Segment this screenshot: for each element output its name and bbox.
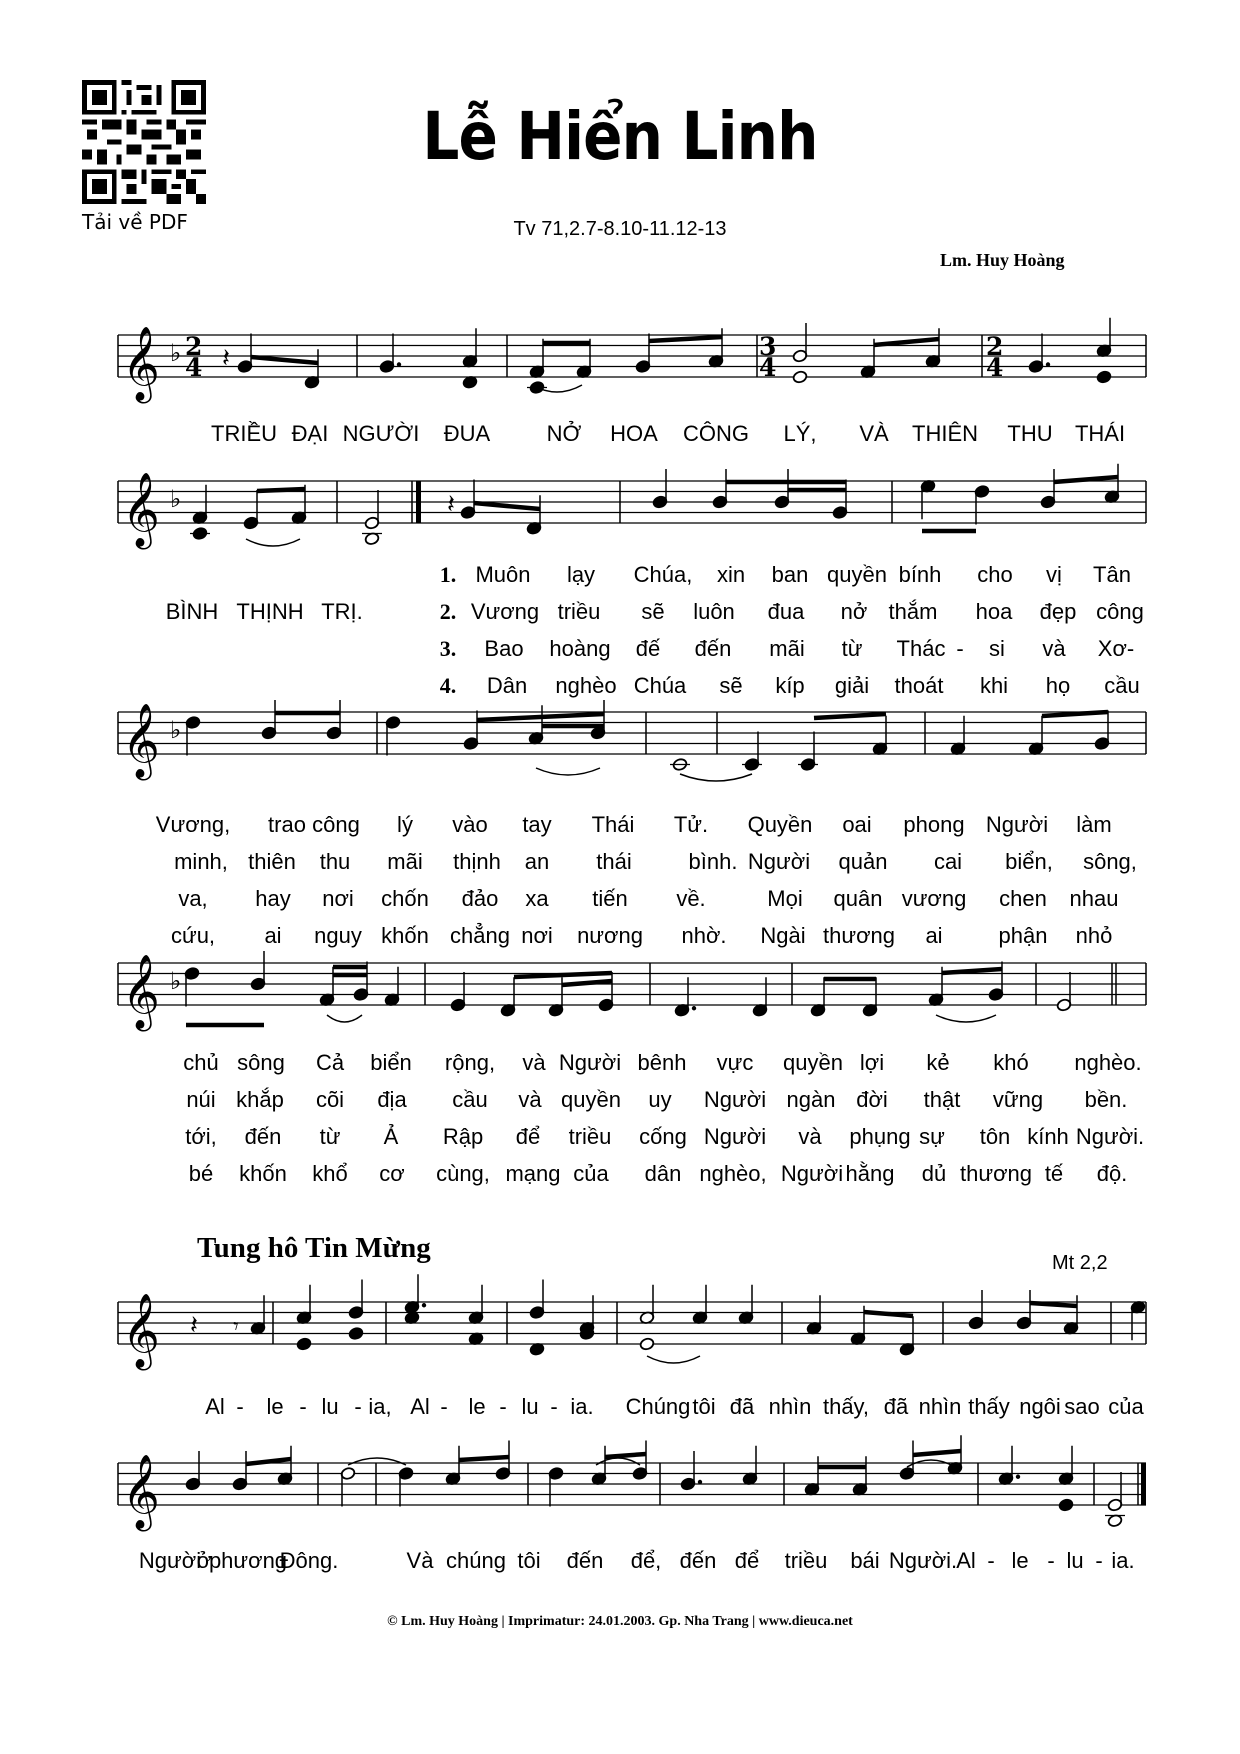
lyric-syllable: - xyxy=(354,1394,362,1419)
lyric-syllable: kíp xyxy=(775,673,805,698)
note-dot xyxy=(692,1006,696,1010)
note-beam xyxy=(477,714,604,720)
note-dot xyxy=(1016,1475,1020,1479)
lyric-syllable: chẳng xyxy=(450,923,510,948)
lyric-syllable: Thác xyxy=(896,636,946,661)
lyric-syllable: rộng, xyxy=(444,1050,496,1075)
lyric-syllable: mãi xyxy=(769,636,805,661)
eighth-rest-icon: 𝄾 xyxy=(233,1314,239,1340)
lyric-syllable: cống xyxy=(639,1124,687,1149)
lyric-syllable: quản xyxy=(838,849,888,874)
lyric-syllable: Vương xyxy=(470,599,540,624)
slur xyxy=(536,768,600,775)
lyric-syllable: kính xyxy=(1027,1124,1069,1149)
lyric-syllable: kẻ xyxy=(926,1050,950,1075)
lyric-syllable: khốn xyxy=(381,923,429,948)
lyric-syllable: của xyxy=(573,1161,609,1186)
lyric-syllable: nhìn xyxy=(768,1394,812,1419)
lyric-syllable: ngôi xyxy=(1019,1394,1061,1419)
treble-clef-icon: 𝄞 xyxy=(122,955,160,1029)
lyric-syllable: Người xyxy=(703,1124,767,1149)
time-signature-top: 2 xyxy=(185,332,203,361)
note-dot xyxy=(1046,362,1050,366)
song-title: Lễ Hiển Linh xyxy=(422,98,818,175)
lyric-syllable: hay xyxy=(255,886,291,911)
lyric-syllable: mạng xyxy=(505,1161,561,1186)
note-beam xyxy=(257,489,305,491)
lyric-syllable: khắp xyxy=(236,1087,284,1112)
lyric-syllable: luôn xyxy=(693,599,735,624)
lyric-syllable: Đông. xyxy=(279,1548,339,1573)
lyric-syllable: và xyxy=(798,1124,822,1149)
lyric-syllable: bái xyxy=(850,1548,880,1573)
lyric-syllable: Tử. xyxy=(673,812,709,837)
lyric-syllable: HOA xyxy=(610,421,658,446)
lyric-syllable: khi xyxy=(979,673,1009,698)
lyric-syllable: an xyxy=(524,849,550,874)
lyric-syllable: thịnh xyxy=(453,849,501,874)
lyric-syllable: tôi xyxy=(517,1548,541,1573)
lyric-syllable: nghèo, xyxy=(699,1161,767,1186)
note-beam xyxy=(1030,1303,1077,1306)
lyric-syllable: THIÊN xyxy=(912,421,978,446)
lyric-syllable: đã xyxy=(883,1394,909,1419)
verse-number: 3. xyxy=(439,636,457,661)
lyric-syllable: tôi xyxy=(692,1394,716,1419)
note-beam xyxy=(942,969,1002,973)
slur xyxy=(680,774,752,781)
lyric-syllable: sẽ xyxy=(719,673,743,698)
lyric-syllable: thương xyxy=(823,923,895,948)
lyric-syllable: nở xyxy=(840,599,868,624)
lyric-syllable: biển, xyxy=(1005,849,1053,874)
lyric-syllable: lợi xyxy=(859,1050,885,1075)
lyric-syllable: bính xyxy=(898,562,942,587)
note-head xyxy=(296,1337,312,1351)
lyric-syllable: - xyxy=(956,636,964,661)
note-dot xyxy=(397,362,401,366)
note-beam xyxy=(814,714,886,718)
lyric-syllable: Người. xyxy=(888,1548,958,1573)
lyric-syllable: công xyxy=(1096,599,1144,624)
lyric-syllable: Mọi xyxy=(767,886,803,911)
lyric-syllable: phụng xyxy=(849,1124,911,1149)
note-beam xyxy=(874,339,939,345)
acclamation-title: Tung hô Tin Mừng xyxy=(197,1232,431,1264)
lyric-syllable: tiến xyxy=(592,886,628,911)
lyric-syllable: đế xyxy=(635,636,661,661)
lyric-syllable: và xyxy=(522,1050,546,1075)
lyric-syllable: thái xyxy=(596,849,632,874)
lyric-syllable: xa xyxy=(525,886,549,911)
lyric-syllable: đẹp xyxy=(1039,599,1077,624)
lyric-syllable: Chúa, xyxy=(633,562,693,587)
lyric-syllable: cứu, xyxy=(170,923,216,948)
lyric-syllable: THÁI xyxy=(1074,421,1126,446)
treble-clef-icon: 𝄞 xyxy=(122,704,160,778)
quarter-rest-icon: 𝄽 xyxy=(447,489,455,520)
lyric-syllable: núi xyxy=(186,1087,216,1112)
lyric-syllable: và xyxy=(1042,636,1066,661)
lyric-syllable: cùng, xyxy=(436,1161,490,1186)
slur xyxy=(596,1458,640,1465)
lyric-syllable: phương xyxy=(208,1548,288,1573)
time-signature-bottom: 4 xyxy=(759,353,777,382)
lyric-syllable: THU xyxy=(1007,421,1053,446)
lyric-syllable: hoa xyxy=(975,599,1013,624)
time-signature-top: 2 xyxy=(986,332,1004,361)
note-beam xyxy=(649,337,722,341)
lyric-syllable: nhờ. xyxy=(681,923,727,948)
lyric-syllable: đến xyxy=(566,1548,604,1573)
lyric-syllable: sao xyxy=(1064,1394,1100,1419)
lyric-syllable: nơi xyxy=(322,886,354,911)
footer-copyright: © Lm. Huy Hoàng | Imprimatur: 24.01.2003. Gp. Nha Trang | www.dieuca.net xyxy=(387,1614,853,1629)
flat-key-signature-icon: ♭ xyxy=(170,967,182,995)
lyric-syllable: Cả xyxy=(315,1050,345,1075)
lyric-syllable: THỊNH xyxy=(236,599,304,624)
lyric-syllable: ia. xyxy=(570,1394,594,1419)
lyric-syllable: Chúa xyxy=(633,673,687,698)
lyric-syllable: dủ xyxy=(921,1161,947,1186)
lyric-syllable: công xyxy=(312,812,360,837)
note-head xyxy=(348,1327,364,1341)
lyric-syllable: le xyxy=(1011,1548,1029,1573)
lyric-syllable: triều xyxy=(568,1124,612,1149)
slur xyxy=(936,1015,996,1022)
lyric-syllable: - xyxy=(987,1548,995,1573)
lyric-syllable: ĐẠI xyxy=(291,421,329,446)
quarter-rest-icon: 𝄽 xyxy=(222,343,230,374)
lyric-syllable: NỞ xyxy=(546,421,582,446)
lyric-syllable: vào xyxy=(452,812,488,837)
flat-key-signature-icon: ♭ xyxy=(170,339,182,367)
lyric-syllable: triều xyxy=(557,599,601,624)
lyric-syllable: - xyxy=(1047,1548,1055,1573)
treble-clef-icon: 𝄞 xyxy=(122,1294,160,1368)
note-beam xyxy=(251,357,318,363)
lyric-syllable: Vương, xyxy=(155,812,231,837)
time-signature-bottom: 4 xyxy=(986,353,1004,382)
lyric-syllable: ban xyxy=(771,562,809,587)
lyric-syllable: đến xyxy=(244,1124,282,1149)
slur xyxy=(327,1015,362,1022)
lyric-syllable: xin xyxy=(716,562,746,587)
lyric-syllable: vương xyxy=(901,886,967,911)
lyric-syllable: sông xyxy=(237,1050,285,1075)
final-double-barline xyxy=(1141,1463,1146,1505)
lyric-syllable: CÔNG xyxy=(683,421,749,446)
lyric-syllable: thoát xyxy=(894,673,944,698)
time-signature-top: 3 xyxy=(759,332,777,361)
lyric-syllable: Người xyxy=(138,1548,202,1573)
treble-clef-icon: 𝄞 xyxy=(122,327,160,401)
lyric-syllable: lu xyxy=(521,1394,539,1419)
note-dot xyxy=(698,1480,702,1484)
flat-key-signature-icon: ♭ xyxy=(170,716,182,744)
slur xyxy=(348,1458,406,1465)
lyric-syllable: thiên xyxy=(248,849,296,874)
lyric-syllable: Ngài xyxy=(760,923,806,948)
treble-clef-icon: 𝄞 xyxy=(122,473,160,547)
lyric-syllable: nhỏ xyxy=(1075,923,1113,948)
verse-number: 4. xyxy=(439,673,457,698)
lyric-syllable: nương xyxy=(577,923,643,948)
lyric-syllable: nơi xyxy=(521,923,553,948)
lyric-syllable: mãi xyxy=(387,849,423,874)
lyric-syllable: bền. xyxy=(1084,1087,1128,1112)
slur xyxy=(246,539,300,546)
lyric-syllable: Ả xyxy=(383,1124,399,1149)
lyric-syllable: để xyxy=(515,1124,541,1149)
lyric-syllable: từ xyxy=(841,636,863,661)
lyric-syllable: cai xyxy=(933,849,963,874)
verse-number: 2. xyxy=(439,599,457,624)
lyric-syllable: họ xyxy=(1045,673,1071,698)
lyric-syllable: khó xyxy=(993,1050,1029,1075)
time-signature-bottom: 4 xyxy=(185,353,203,382)
lyric-syllable: tôn xyxy=(979,1124,1011,1149)
lyric-syllable: TRỊ. xyxy=(321,599,363,624)
lyric-syllable: hằng xyxy=(845,1161,895,1186)
lyric-syllable: ia, xyxy=(368,1394,392,1419)
lyric-syllable: - xyxy=(236,1394,244,1419)
lyric-syllable: bé xyxy=(188,1161,214,1186)
lyric-syllable: đã xyxy=(729,1394,755,1419)
note-beam xyxy=(913,1451,961,1455)
lyric-syllable: quyền xyxy=(783,1050,843,1075)
lyric-syllable: TRIỀU xyxy=(211,421,277,446)
note-head xyxy=(1096,370,1112,384)
lyric-syllable: vững xyxy=(992,1087,1044,1112)
lyric-syllable: Al xyxy=(205,1394,225,1419)
lyric-syllable: địa xyxy=(377,1087,407,1112)
lyric-syllable: Tân xyxy=(1093,562,1131,587)
lyric-syllable: Muôn xyxy=(475,562,531,587)
lyric-syllable: nhau xyxy=(1069,886,1119,911)
psalm-reference: Tv 71,2.7-8.10-11.12-13 xyxy=(513,218,727,240)
lyric-syllable: vực xyxy=(716,1050,754,1075)
lyric-syllable: Al xyxy=(410,1394,430,1419)
lyric-syllable: sự xyxy=(919,1124,945,1149)
lyric-syllable: uy xyxy=(648,1087,672,1112)
lyric-syllable: thu xyxy=(319,849,351,874)
lyric-syllable: đến xyxy=(679,1548,717,1573)
lyric-syllable: trao xyxy=(268,812,306,837)
lyric-syllable: cơ xyxy=(379,1161,405,1186)
lyric-syllable: biển xyxy=(370,1050,412,1075)
lyric-syllable: tới, xyxy=(185,1124,217,1149)
lyric-syllable: va, xyxy=(178,886,208,911)
lyric-syllable: đến xyxy=(694,636,732,661)
lyric-syllable: ĐUA xyxy=(443,421,491,446)
note-beam xyxy=(605,1454,646,1457)
lyric-syllable: tế xyxy=(1044,1161,1064,1186)
lyric-syllable: từ xyxy=(319,1124,341,1149)
lyric-syllable: Chúng xyxy=(625,1394,691,1419)
lyric-syllable: - xyxy=(499,1394,507,1419)
lyric-syllable: lu xyxy=(321,1394,339,1419)
lyric-syllable: chủ xyxy=(183,1050,219,1075)
composer: Lm. Huy Hoàng xyxy=(940,250,1065,270)
lyric-syllable: ia. xyxy=(1111,1548,1135,1573)
lyric-syllable: LÝ, xyxy=(783,421,817,446)
lyric-syllable: - xyxy=(299,1394,307,1419)
lyric-syllable: phong xyxy=(903,812,965,837)
lyric-syllable: Al xyxy=(956,1548,976,1573)
lyric-syllable: Quyền xyxy=(747,812,813,837)
lyric-syllable: nhìn xyxy=(918,1394,962,1419)
lyric-syllable: sẽ xyxy=(641,599,665,624)
lyric-syllable: oai xyxy=(842,812,872,837)
lyric-syllable: dân xyxy=(644,1161,682,1186)
lyric-syllable: chốn xyxy=(381,886,429,911)
lyric-syllable: ai xyxy=(264,923,282,948)
lyric-syllable: thấy, xyxy=(822,1394,870,1419)
lyric-syllable: cầu xyxy=(452,1087,488,1112)
lyric-syllable: bình. xyxy=(688,849,738,874)
lyric-syllable: chúng xyxy=(446,1548,506,1573)
lyric-syllable: quân xyxy=(833,886,883,911)
note-head xyxy=(1058,1498,1074,1512)
lyric-syllable: chen xyxy=(999,886,1047,911)
lyric-syllable: làm xyxy=(1076,812,1112,837)
lyric-syllable: độ. xyxy=(1096,1161,1128,1186)
note-head xyxy=(639,1337,655,1351)
lyric-syllable: Và xyxy=(406,1548,434,1573)
slur xyxy=(647,1356,700,1363)
lyric-syllable: si xyxy=(989,636,1005,661)
lyric-syllable: đảo xyxy=(461,886,499,911)
lyric-syllable: để, xyxy=(630,1548,662,1573)
note-beam xyxy=(459,1457,509,1460)
lyric-syllable: Rập xyxy=(442,1124,484,1149)
lyric-syllable: để xyxy=(734,1548,760,1573)
verse-number: 1. xyxy=(439,562,457,587)
lyric-syllable: lu xyxy=(1066,1548,1084,1573)
lyric-syllable: ai xyxy=(925,923,943,948)
lyric-syllable: ngàn xyxy=(786,1087,836,1112)
lyric-syllable: đời xyxy=(856,1087,888,1112)
lyric-syllable: của xyxy=(1108,1394,1144,1419)
note-beam xyxy=(474,503,540,509)
lyric-syllable: le xyxy=(266,1394,284,1419)
note-head xyxy=(792,370,808,384)
lyric-syllable: Xơ- xyxy=(1097,636,1135,661)
treble-clef-icon: 𝄞 xyxy=(122,1455,160,1529)
lyric-syllable: lý xyxy=(397,812,413,837)
lyric-syllable: Người xyxy=(780,1161,844,1186)
lyric-syllable: thấy xyxy=(968,1394,1010,1419)
lyric-syllable: nghèo. xyxy=(1074,1050,1142,1075)
lyric-syllable: về. xyxy=(676,886,706,911)
lyric-syllable: cõi xyxy=(315,1087,345,1112)
lyric-syllable: bênh xyxy=(637,1050,687,1075)
lyric-syllable: Người xyxy=(747,849,811,874)
lyric-syllable: thắm xyxy=(888,599,938,624)
lyric-syllable: VÀ xyxy=(859,421,889,446)
lyric-syllable: triều xyxy=(784,1548,828,1573)
lyric-syllable: quyền xyxy=(827,562,887,587)
lyric-syllable: Người. xyxy=(1075,1124,1145,1149)
lyric-syllable: lạy xyxy=(566,562,596,587)
lyric-syllable: minh, xyxy=(174,849,228,874)
lyric-syllable: giải xyxy=(834,673,870,698)
lyric-syllable: NGƯỜI xyxy=(342,421,420,446)
lyric-syllable: sông, xyxy=(1083,849,1137,874)
lyric-syllable: ở xyxy=(196,1548,212,1573)
lyric-syllable: Người xyxy=(985,812,1049,837)
lyric-syllable: nguy xyxy=(314,923,362,948)
lyric-syllable: Thái xyxy=(591,812,635,837)
lyric-syllable: thật xyxy=(923,1087,961,1112)
lyric-syllable: Bao xyxy=(484,636,524,661)
lyric-syllable: cầu xyxy=(1104,673,1140,698)
lyric-syllable: và xyxy=(518,1087,542,1112)
lyric-syllable: Dân xyxy=(486,673,528,698)
lyric-syllable: - xyxy=(440,1394,448,1419)
flat-key-signature-icon: ♭ xyxy=(170,485,182,513)
lyric-syllable: BÌNH xyxy=(165,599,219,624)
lyric-syllable: - xyxy=(550,1394,558,1419)
lyric-syllable: Người xyxy=(703,1087,767,1112)
lyric-syllable: cho xyxy=(977,562,1013,587)
download-pdf-link[interactable]: Tải về PDF xyxy=(82,210,188,234)
lyric-syllable: nghèo xyxy=(555,673,617,698)
lyric-syllable: thương xyxy=(960,1161,1032,1186)
lyric-syllable: vị xyxy=(1046,562,1062,587)
lyric-syllable: hoàng xyxy=(549,636,611,661)
acclamation-reference: Mt 2,2 xyxy=(1052,1252,1108,1274)
lyric-syllable: - xyxy=(1095,1548,1103,1573)
lyric-syllable: khổ xyxy=(312,1161,348,1186)
lyric-syllable: quyền xyxy=(561,1087,621,1112)
lyric-syllable: tay xyxy=(522,812,552,837)
quarter-rest-icon: 𝄽 xyxy=(190,1310,198,1341)
final-double-barline xyxy=(416,481,421,523)
lyric-syllable: khốn xyxy=(239,1161,287,1186)
lyric-syllable: đua xyxy=(767,599,805,624)
lyric-syllable: phận xyxy=(998,923,1048,948)
note-dot xyxy=(422,1303,426,1307)
lyric-syllable: Người xyxy=(558,1050,622,1075)
lyric-syllable: le xyxy=(468,1394,486,1419)
